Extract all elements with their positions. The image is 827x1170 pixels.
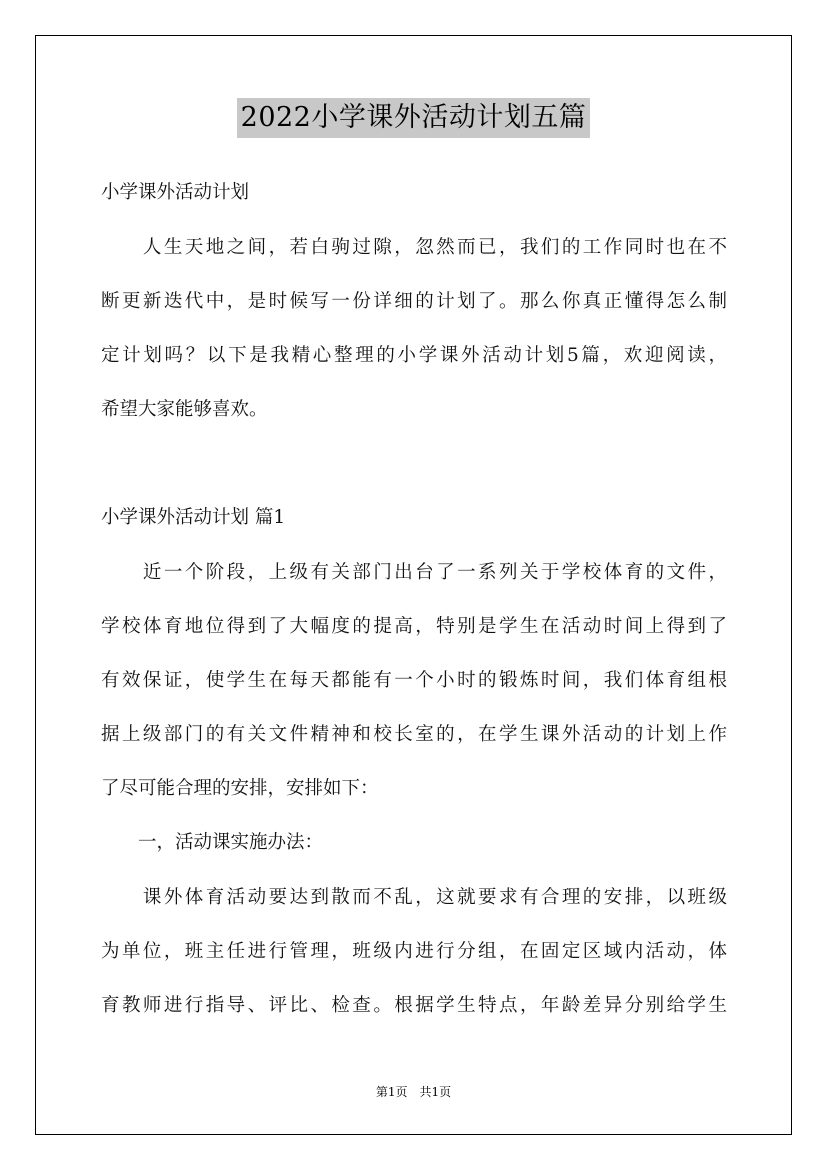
paragraph-line: 学校体育地位得到了大幅度的提高，特别是学生在活动时间上得到了 <box>101 616 727 637</box>
paragraph-line: 希望大家能够喜欢。 <box>101 399 268 420</box>
paragraph-line: 育教师进行指导、评比、检查。根据学生特点，年龄差异分别给学生 <box>101 995 727 1016</box>
paragraph-line: 近一个阶段，上级有关部门出台了一系列关于学校体育的文件， <box>101 562 727 583</box>
title-wrapper <box>0 98 827 138</box>
section-heading: 小学课外活动计划 篇1 <box>101 507 286 528</box>
paragraph-line: 有效保证，使学生在每天都能有一个小时的锻炼时间，我们体育组根 <box>101 670 727 691</box>
paragraph-line: 定计划吗？以下是我精心整理的小学课外活动计划5篇，欢迎阅读， <box>101 345 727 366</box>
document-title: 2022小学课外活动计划五篇 <box>237 98 591 138</box>
section-heading: 小学课外活动计划 <box>101 182 250 203</box>
list-heading: 一，活动课实施办法： <box>101 832 324 853</box>
paragraph-line: 了尽可能合理的安排，安排如下： <box>101 778 379 799</box>
paragraph-line: 为单位，班主任进行管理，班级内进行分组，在固定区域内活动，体 <box>101 941 727 962</box>
paragraph-line: 课外体育活动要达到散而不乱，这就要求有合理的安排，以班级 <box>101 887 727 908</box>
paragraph-line: 断更新迭代中，是时候写一份详细的计划了。那么你真正懂得怎么制 <box>101 291 727 312</box>
page-footer: 第1页 共1页 <box>375 1085 452 1099</box>
paragraph-line: 人生天地之间，若白驹过隙，忽然而已，我们的工作同时也在不 <box>101 237 727 258</box>
paragraph-line: 据上级部门的有关文件精神和校长室的，在学生课外活动的计划上作 <box>101 724 727 745</box>
